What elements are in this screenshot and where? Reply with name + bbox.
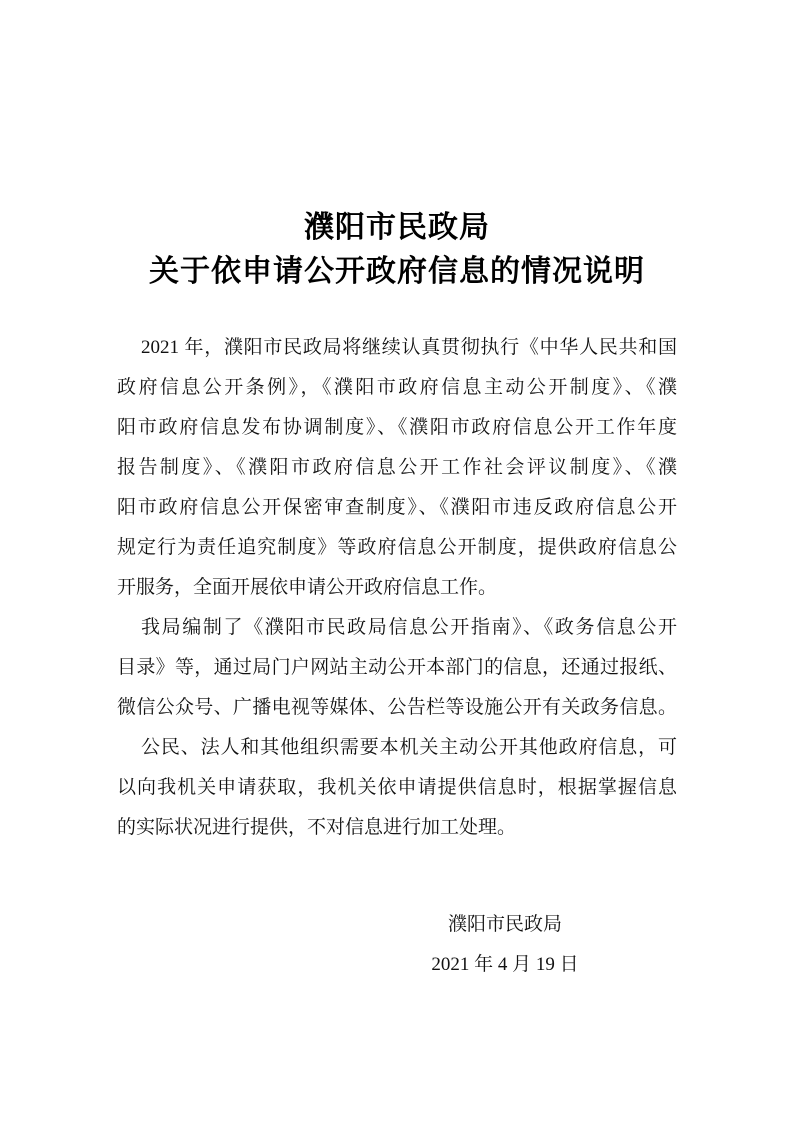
body-line: 目录》等，通过局门户网站主动公开本部门的信息，还通过报纸、: [117, 657, 677, 678]
body-line: 公民、法人和其他组织需要本机关主动公开其他政府信息，可: [141, 737, 677, 758]
body-line: 我局编制了《濮阳市民政局信息公开指南》、《政务信息公开: [141, 617, 677, 638]
body-line: 开服务，全面开展依申请公开政府信息工作。: [117, 577, 498, 598]
body-line: 阳市政府信息发布协调制度》、《濮阳市政府信息公开工作年度: [117, 417, 677, 438]
signature-date: 2021 年 4 月 19 日: [431, 954, 579, 975]
paragraph-1: [117, 328, 677, 608]
title-line-subject: 关于依申请公开政府信息的情况说明: [149, 255, 645, 288]
signature-block: [375, 905, 635, 985]
signature-org: 濮阳市民政局: [447, 914, 562, 935]
document-title: [117, 206, 677, 294]
body-line: 政府信息公开条例》，《濮阳市政府信息主动公开制度》、《濮: [117, 377, 677, 398]
document-body: [117, 328, 677, 848]
paragraph-2: [117, 608, 677, 728]
body-line: 规定行为责任追究制度》等政府信息公开制度，提供政府信息公: [117, 537, 677, 558]
body-line: 以向我机关申请获取，我机关依申请提供信息时，根据掌握信息: [117, 777, 677, 798]
body-line: 阳市政府信息公开保密审查制度》、《濮阳市违反政府信息公开: [117, 497, 677, 518]
body-line: 的实际状况进行提供，不对信息进行加工处理。: [117, 817, 517, 838]
title-line-org: 濮阳市民政局: [304, 211, 490, 244]
body-line: 微信公众号、广播电视等媒体、公告栏等设施公开有关政务信息。: [117, 697, 677, 718]
paragraph-3: [117, 728, 677, 848]
body-line: 2021 年，濮阳市民政局将继续认真贯彻执行《中华人民共和国: [141, 337, 677, 358]
body-line: 报告制度》、《濮阳市政府信息公开工作社会评议制度》、《濮: [117, 457, 677, 478]
